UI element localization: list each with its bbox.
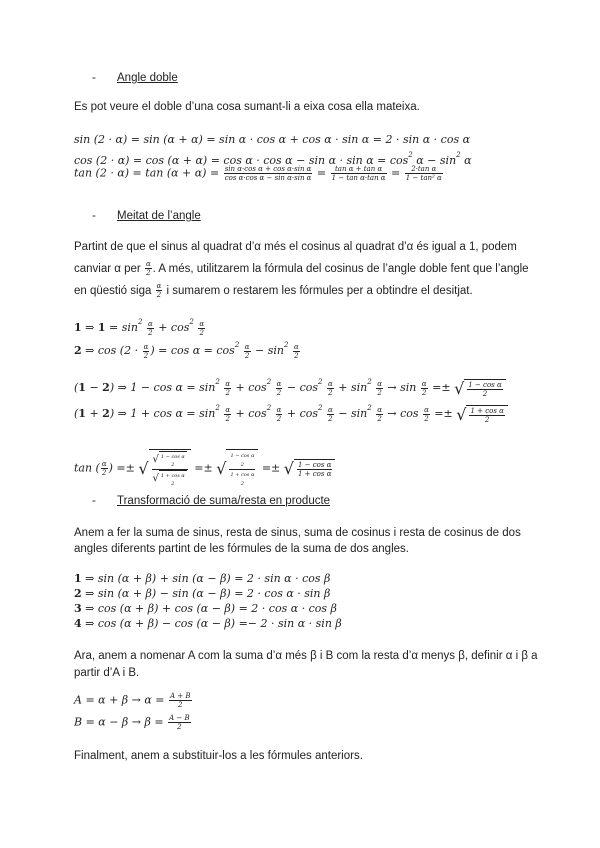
fraction-2tan [405, 165, 443, 182]
fraction-A-plus-B [169, 692, 192, 709]
formula-sum-2: 2 ⇒ sin (α + β) − sin (α − β) = 2 · cos α · sin β [74, 587, 331, 600]
sqrt-sin-half: √ $\frac{\text{1 − cos α}}{2}$ [454, 379, 506, 398]
sqrt-cos-half: √ $\frac{\text{1 + cos α}}{2}$ [456, 405, 508, 424]
def-A-text: A = α + β → α = [74, 693, 165, 707]
formula-half-4: (1 + 2) ⇒ $1 + \cos \alpha = \sin^2$ $\frac{\alpha}{2}$ + $\cos^2$ $\frac{\alpha}{2}$ + $\cos^2$ $\frac{\alpha}{2}$ − $\sin^2$ $\frac{\alpha}{2}$ → cos $\frac{\alpha}{2}$ =± √ $\frac{\text{1 + cos α}}{2}$ [74, 404, 508, 424]
tan-doble-left: tan (2 · α) = tan (α + α) = [74, 166, 220, 180]
section-heading-transformacio [92, 495, 392, 509]
heading-title: Meitat de l’angle [117, 210, 201, 222]
heading-title: Angle doble [117, 72, 178, 84]
text-fragment: en qüestió siga [74, 285, 152, 297]
formula-tan-half: tan ( $\frac{\alpha}{2}$ ) =± √ √ 1 − cos α 2 √ 1 + cos α 2 =± √ 1 − cos α 2 1 + cos α 2 =± √ $\frac{\text{1 − cos α}}{\text{1 + cos α}}$ [74, 449, 335, 488]
fraction-numerator: sin α·cos α + cos α·sin α [224, 165, 312, 173]
formula-sin-doble: sin (2 · α) = sin (α + α) = sin α · cos α + cos α · sin α = 2 · sin α · cos α [74, 133, 471, 146]
text-fragment: i sumarem o restarem les fórmules per a obtindre el desitjat. [166, 285, 473, 297]
formula-sum-4: 4 ⇒ cos (α + β) − cos (α − β) =− 2 · sin α · sin β [74, 617, 342, 630]
paragraph-doble-intro: Es pot veure el doble d’una cosa sumant-li a eixa cosa ella mateixa. [74, 101, 420, 113]
equals-sign: = [316, 166, 327, 180]
formula-def-B [74, 714, 192, 731]
formula-cos-doble: $\cos (2 \cdot \alpha) = \cos (\alpha + \alpha) = \cos \alpha \cdot \cos \alpha - \sin \alpha \cdot \sin \alpha = \cos^2 \alpha - \sin^2 \alpha$ [74, 151, 472, 167]
fraction-denominator: 2 [146, 269, 151, 278]
paragraph-transf-line2: angles diferents partint de les fórmules de la suma de dos angles. [74, 543, 409, 555]
fraction-alpha-half [145, 260, 152, 277]
fraction-denominator: 2 [178, 701, 183, 709]
paragraph-ara-line2: partir d’A i B. [74, 667, 140, 679]
paragraph-transf-line1: Anem a fer la suma de sinus, resta de sinus, suma de cosinus i resta de cosinus de dos [74, 527, 521, 539]
paragraph-meitat-line1: Partint de que el sinus al quadrat d’α més el cosinus al quadrat d’α és igual a 1, podem [74, 241, 517, 253]
fraction-numerator: α [145, 260, 151, 269]
sqrt-tan-ratio: √ $\frac{\text{1 − cos α}}{\text{1 + cos α}}$ [284, 459, 336, 478]
def-B-text: B = α − β → β = [74, 715, 164, 729]
fraction-denominator: 2 [177, 723, 182, 731]
text-fragment: . A més, utilitzarem la fórmula del cosinus de l’angle doble fent que l’angle [152, 263, 529, 275]
formula-half-1: 1 ⇒ $1 = \sin^2$ $\frac{\alpha}{2}$ + $\cos^2$ $\frac{\alpha}{2}$ [74, 318, 205, 337]
fraction-denominator: 1 − tan² α [405, 174, 442, 182]
formula-sum-1: 1 ⇒ sin (α + β) + sin (α − β) = 2 · sin α · cos β [74, 572, 331, 585]
formula-half-2: 2 ⇒ cos (2 · $\frac{\alpha}{2}$ ) = $\cos \alpha = \cos^2$ $\frac{\alpha}{2}$ − $\sin^2$ $\frac{\alpha}{2}$ [74, 341, 299, 360]
equals-sign: = [391, 166, 401, 180]
fraction-numerator: tan α + tan α [331, 165, 387, 174]
fraction-denominator: 2 [156, 291, 162, 300]
fraction-denominator: 1 − tan α·tan α [331, 174, 386, 182]
heading-dash: - [92, 72, 96, 84]
text-fragment: canviar α per [74, 263, 141, 275]
heading-dash: - [92, 210, 96, 222]
paragraph-finalment: Finalment, anem a substituir-los a les fórmules anteriors. [74, 750, 363, 762]
formula-sum-3: 3 ⇒ cos (α + β) + cos (α − β) = 2 · cos α · cos β [74, 602, 337, 615]
fraction-numerator: A − B [169, 714, 190, 722]
formula-tan-doble [74, 165, 444, 182]
section-heading-angle-doble [92, 72, 292, 86]
formula-half-3: (1 − 2) ⇒ $1 - \cos \alpha = \sin^2$ $\frac{\alpha}{2}$ + $\cos^2$ $\frac{\alpha}{2}$ − $\cos^2$ $\frac{\alpha}{2}$ + $\sin^2$ $\frac{\alpha}{2}$ → sin $\frac{\alpha}{2}$ =± √ $\frac{\text{1 − cos α}}{2}$ [74, 378, 506, 398]
paragraph-meitat-line2 [74, 258, 529, 280]
fraction-numerator: α [156, 282, 162, 291]
fraction-sin-cos [224, 165, 313, 182]
paragraph-meitat-line3 [74, 280, 473, 302]
formula-def-A [74, 692, 193, 709]
paragraph-ara-line1: Ara, anem a nomenar A com la suma d’α més β i B com la resta d’α menys β, definir α i β a [74, 650, 538, 662]
fraction-tan-sum [331, 165, 387, 182]
fraction-numerator: A + B [170, 692, 191, 700]
heading-dash: - [92, 495, 96, 507]
fraction-numerator: 2·tan α [405, 165, 443, 174]
fraction-A-minus-B [168, 714, 191, 731]
fraction-alpha-half [156, 282, 163, 299]
fraction-denominator: cos α·cos α − sin α·sin α [224, 174, 312, 182]
section-heading-meitat [92, 210, 292, 224]
heading-title: Transformació de suma/resta en producte [117, 495, 331, 507]
